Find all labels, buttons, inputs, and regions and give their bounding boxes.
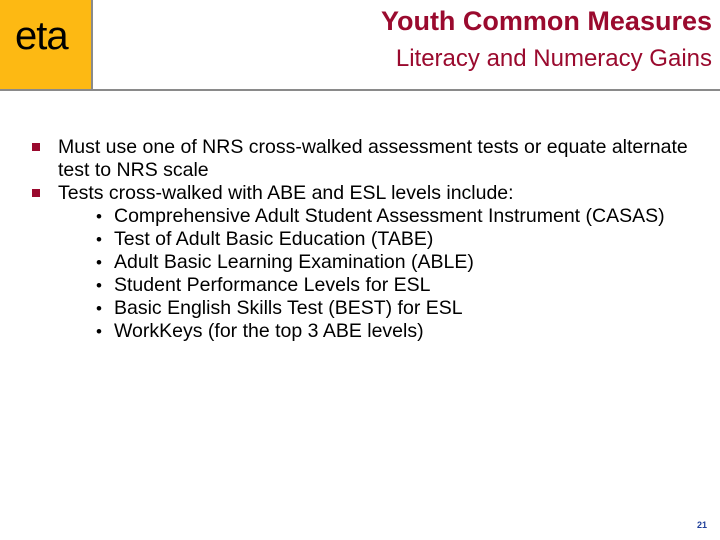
sub-bullet-item bbox=[30, 320, 690, 343]
sub-bullet-item bbox=[30, 228, 690, 251]
bullet-item bbox=[30, 182, 690, 205]
bullet-item bbox=[30, 136, 690, 182]
sub-bullet-text: Student Performance Levels for ESL bbox=[114, 274, 431, 296]
bullet-text: Tests cross-walked with ABE and ESL levels include: bbox=[58, 182, 514, 204]
dot-bullet-icon: • bbox=[96, 276, 102, 295]
sub-bullet-text: Basic English Skills Test (BEST) for ESL bbox=[114, 297, 463, 319]
header-divider bbox=[93, 89, 720, 91]
page-number: 21 bbox=[696, 520, 707, 530]
sub-bullet-item bbox=[30, 274, 690, 297]
bullet-text: Must use one of NRS cross-walked assessment tests or equate alternate test to NRS scale bbox=[58, 136, 688, 181]
sub-bullet-list bbox=[30, 205, 690, 343]
sub-bullet-item bbox=[30, 297, 690, 320]
dot-bullet-icon: • bbox=[96, 253, 102, 272]
slide-title: Youth Common Measures bbox=[380, 6, 712, 36]
logo-text: eta bbox=[15, 14, 68, 58]
sub-bullet-text: Adult Basic Learning Examination (ABLE) bbox=[114, 251, 474, 273]
sub-bullet-text: Comprehensive Adult Student Assessment Instrument (CASAS) bbox=[114, 205, 665, 227]
dot-bullet-icon: • bbox=[96, 322, 102, 341]
sub-bullet-text: Test of Adult Basic Education (TABE) bbox=[114, 228, 434, 250]
sub-bullet-text: WorkKeys (for the top 3 ABE levels) bbox=[114, 320, 424, 342]
sub-bullet-item bbox=[30, 251, 690, 274]
square-bullet-icon bbox=[32, 189, 40, 197]
slide-content bbox=[30, 136, 690, 343]
dot-bullet-icon: • bbox=[96, 299, 102, 318]
sub-bullet-item bbox=[30, 205, 690, 228]
square-bullet-icon bbox=[32, 143, 40, 151]
slide-subtitle: Literacy and Numeracy Gains bbox=[395, 45, 712, 72]
dot-bullet-icon: • bbox=[96, 230, 102, 249]
dot-bullet-icon: • bbox=[96, 207, 102, 226]
eta-logo bbox=[0, 0, 93, 91]
